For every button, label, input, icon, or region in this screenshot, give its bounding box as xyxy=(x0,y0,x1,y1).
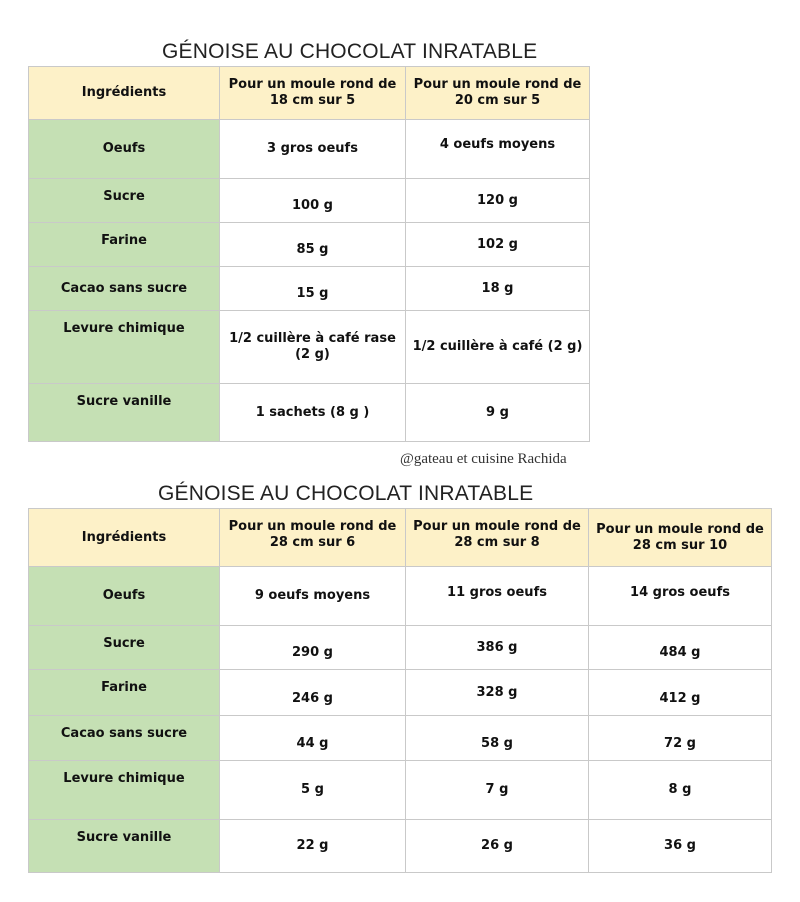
value-cell: 14 gros oeufs xyxy=(589,567,772,626)
ingredient-cell: Levure chimique xyxy=(29,311,220,384)
table-row xyxy=(29,820,772,873)
header-ingredients: Ingrédients xyxy=(29,67,220,120)
value-cell: 412 g xyxy=(589,670,772,716)
ingredient-cell: Farine xyxy=(29,223,220,267)
table1 xyxy=(28,66,590,442)
table-row xyxy=(29,384,590,442)
value-cell: 9 oeufs moyens xyxy=(220,567,406,626)
table-row xyxy=(29,120,590,179)
table-row xyxy=(29,716,772,761)
value-cell: 22 g xyxy=(220,820,406,873)
table-row xyxy=(29,567,772,626)
ingredient-cell: Sucre vanille xyxy=(29,384,220,442)
ingredient-cell: Cacao sans sucre xyxy=(29,716,220,761)
value-cell: 484 g xyxy=(589,626,772,670)
value-cell: 11 gros oeufs xyxy=(406,567,589,626)
table-row xyxy=(29,223,590,267)
value-cell: 246 g xyxy=(220,670,406,716)
ingredient-cell: Levure chimique xyxy=(29,761,220,820)
value-cell: 1/2 cuillère à café (2 g) xyxy=(406,311,590,384)
value-cell: 15 g xyxy=(220,267,406,311)
ingredient-cell: Sucre xyxy=(29,179,220,223)
table-row xyxy=(29,311,590,384)
table2 xyxy=(28,508,772,873)
value-cell: 8 g xyxy=(589,761,772,820)
table-header-row xyxy=(29,509,772,567)
value-cell: 85 g xyxy=(220,223,406,267)
header-col-1: Pour un moule rond de 18 cm sur 5 xyxy=(220,67,406,120)
header-ingredients: Ingrédients xyxy=(29,509,220,567)
header-col-2: Pour un moule rond de 20 cm sur 5 xyxy=(406,67,590,120)
value-cell: 120 g xyxy=(406,179,590,223)
value-cell: 26 g xyxy=(406,820,589,873)
value-cell: 18 g xyxy=(406,267,590,311)
value-cell: 72 g xyxy=(589,716,772,761)
value-cell: 290 g xyxy=(220,626,406,670)
value-cell: 36 g xyxy=(589,820,772,873)
ingredient-cell: Oeufs xyxy=(29,567,220,626)
ingredient-cell: Farine xyxy=(29,670,220,716)
value-cell: 9 g xyxy=(406,384,590,442)
table-row xyxy=(29,179,590,223)
header-col-2: Pour un moule rond de 28 cm sur 8 xyxy=(406,509,589,567)
value-cell: 100 g xyxy=(220,179,406,223)
credit-text: @gateau et cuisine Rachida xyxy=(400,451,567,467)
header-col-1: Pour un moule rond de 28 cm sur 6 xyxy=(220,509,406,567)
value-cell: 4 oeufs moyens xyxy=(406,120,590,179)
table-row xyxy=(29,267,590,311)
value-cell: 1 sachets (8 g ) xyxy=(220,384,406,442)
ingredient-cell: Sucre vanille xyxy=(29,820,220,873)
ingredient-cell: Cacao sans sucre xyxy=(29,267,220,311)
table-row xyxy=(29,670,772,716)
table-row xyxy=(29,626,772,670)
header-col-3: Pour un moule rond de 28 cm sur 10 xyxy=(589,509,772,567)
table1-title: GÉNOISE AU CHOCOLAT INRATABLE xyxy=(162,40,538,63)
value-cell: 5 g xyxy=(220,761,406,820)
table-row xyxy=(29,761,772,820)
value-cell: 1/2 cuillère à café rase (2 g) xyxy=(220,311,406,384)
table2-title: GÉNOISE AU CHOCOLAT INRATABLE xyxy=(158,482,534,505)
value-cell: 7 g xyxy=(406,761,589,820)
value-cell: 58 g xyxy=(406,716,589,761)
value-cell: 328 g xyxy=(406,670,589,716)
value-cell: 386 g xyxy=(406,626,589,670)
ingredient-cell: Oeufs xyxy=(29,120,220,179)
value-cell: 44 g xyxy=(220,716,406,761)
table-header-row xyxy=(29,67,590,120)
ingredient-cell: Sucre xyxy=(29,626,220,670)
value-cell: 3 gros oeufs xyxy=(220,120,406,179)
value-cell: 102 g xyxy=(406,223,590,267)
